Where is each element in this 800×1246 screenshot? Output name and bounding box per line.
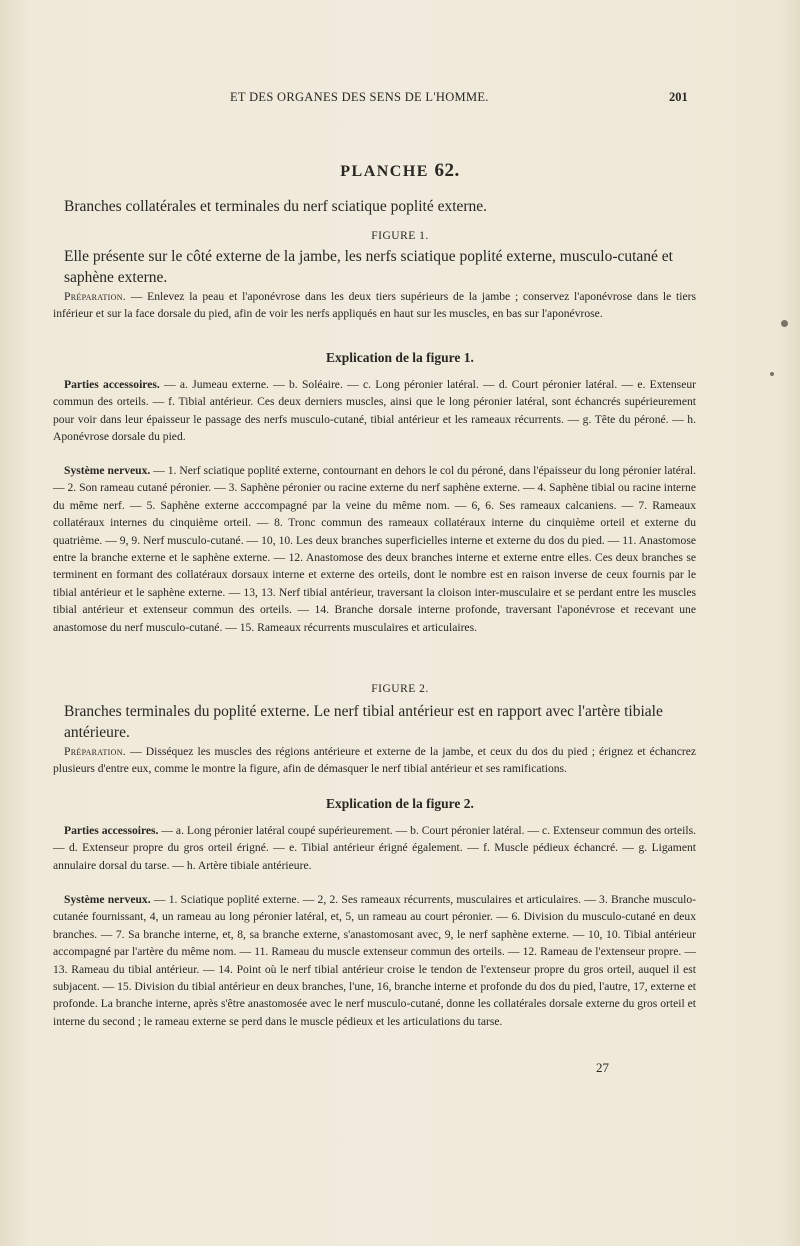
figure-1-explication-heading: Explication de la figure 1. (326, 350, 474, 365)
accessory-label: Parties accessoires. (64, 378, 160, 391)
accessory-text: — a. Long péronier latéral coupé supérieurement. — b. Court péronier latéral. — c. Extenseur commun des orteils. — d. Extenseur propre du gros orteil érigné. — e. Tibial antérieur érigné également. — f. Muscle pédieux échancré. — g. Ligament annulaire dorsal du tarse. — h. Artère tibiale antérieure. (53, 824, 696, 872)
figure-2-label: FIGURE 2. (371, 683, 429, 695)
figure-1-preparation (53, 288, 696, 323)
prep-label: Préparation. (64, 290, 126, 303)
figure-2-accessory-parts (53, 822, 696, 874)
accessory-text: — a. Jumeau externe. — b. Soléaire. — c. Long péronier latéral. — d. Court péronier latéral. — e. Extenseur commun des orteils. — f. Tibial antérieur. Ces deux derniers muscles, ainsi que le long péronier latéral, sont échancrés supérieurement pour voir dans leur épaisseur le passage des nerfs musculo-cutané, tibial antérieur et les rameaux récurrents. — g. Tête du péroné. — h. Aponévrose dorsale du pied. (53, 378, 696, 444)
figure-2-preparation (53, 743, 696, 778)
plate-label: PLANCHE (340, 163, 429, 180)
accessory-label: Parties accessoires. (64, 824, 159, 837)
prep-text: — Enlevez la peau et l'aponévrose dans les deux tiers supérieurs de la jambe ; conservez l'aponévrose dans le tiers inférieur et sur la face dorsale du pied, afin de voir les nerfs appliqués en haut sur les muscles, en bas sur l'aponévrose. (53, 290, 696, 321)
foxing-spot (770, 372, 774, 376)
figure-2-nervous-system (53, 891, 696, 1030)
figure-1-accessory-parts (53, 376, 696, 446)
plate-subtitle: Branches collatérales et terminales du nerf sciatique poplité externe. (64, 198, 488, 215)
running-head: ET DES ORGANES DES SENS DE L'HOMME. (230, 90, 489, 104)
plate-number: 62. (434, 160, 460, 181)
nervous-label: Système nerveux. (64, 893, 151, 906)
figure-2-lead: Branches terminales du poplité externe. Le nerf tibial antérieur est en rapport avec l'artère tibiale antérieure. (64, 703, 663, 741)
nervous-text: — 1. Sciatique poplité externe. — 2, 2. Ses rameaux récurrents, musculaires et articulaires. — 3. Branche musculo-cutanée fournissant, 4, un rameau au long péronier latéral, et, 5, un rameau au court péronier. — 6. Division du musculo-cutané en deux branches. — 7. Sa branche interne, et, 8, sa branche externe, s'anastomosant avec, 9, le nerf saphène externe. — 10, 10. Tibial antérieur accompagné par l'artère du même nom. — 11. Rameau du muscle extenseur commun des orteils. — 12. Rameau de l'extenseur propre. — 13. Rameau du tibial antérieur. — 14. Point où le nerf tibial antérieur croise le tendon de l'extenseur propre du gros orteil, auquel il est subjacent. — 15. Division du tibial antérieur en deux branches, l'une, 16, branche interne et profonde du dos du pied, l'autre, 17, externe et profonde. La branche interne, après s'être anastomosée avec le nerf musculo-cutané, donne les collatérales dorsale externe du gros orteil et interne du second ; le rameau externe se perd dans le muscle pédieux et les articulations du tarse. (53, 893, 697, 1028)
signature-mark: 27 (596, 1060, 609, 1075)
nervous-text: — 1. Nerf sciatique poplité externe, contournant en dehors le col du péroné, dans l'épaisseur du long péronier latéral. — 2. Son rameau cutané péronier. — 3. Saphène péronier ou racine externe du nerf saphène externe. — 4. Saphène tibial ou racine interne du même nerf. — 5. Saphène externe acccompagné par la veine du même nom. — 6, 6. Ses rameaux calcaniens. — 7. Rameaux collatéraux internes du cinquième orteil. — 8. Tronc commun des rameaux collatéraux interne du cinquième orteil et externe du quatrième. — 9, 9. Nerf musculo-cutané. — 10, 10. Les deux branches superficielles interne et externe du dos du pied. — 11. Anastomose entre la branche externe et le saphène externe. — 12. Anastomose des deux branches interne et externe entre elles. Ces deux branches se terminent en formant des collatéraux dorsaux interne et externe des orteils, dont le nombre est en raison inverse de ceux fournis par le tibial antérieur et le saphène externe. — 13, 13. Nerf tibial antérieur, traversant la cloison inter-musculaire et se perdant entre les muscles tibial antérieur et extenseur commun des orteils. — 14. Branche dorsale interne profonde, traversant l'aponévrose et recevant une anastomose du nerf musculo-cutané. — 15. Rameaux récurrents musculaires et articulaires. (53, 464, 697, 634)
figure-1-label: FIGURE 1. (371, 230, 429, 242)
figure-2-explication-heading: Explication de la figure 2. (326, 796, 474, 811)
prep-label: Préparation. (64, 745, 126, 758)
foxing-spot (781, 320, 788, 327)
plate-title (0, 160, 800, 182)
figure-1-nervous-system (53, 462, 696, 636)
figure-1-lead: Elle présente sur le côté externe de la jambe, les nerfs sciatique poplité externe, musculo-cutané et saphène externe. (64, 248, 673, 286)
nervous-label: Système nerveux. (64, 464, 151, 477)
prep-text: — Disséquez les muscles des régions antérieure et externe de la jambe, et ceux du dos du pied ; érignez et échancrez plusieurs d'entre eux, comme le montre la figure, afin de démasquer le nerf tibial antérieur et ses ramifications. (53, 745, 696, 776)
page-number: 201 (669, 90, 688, 104)
